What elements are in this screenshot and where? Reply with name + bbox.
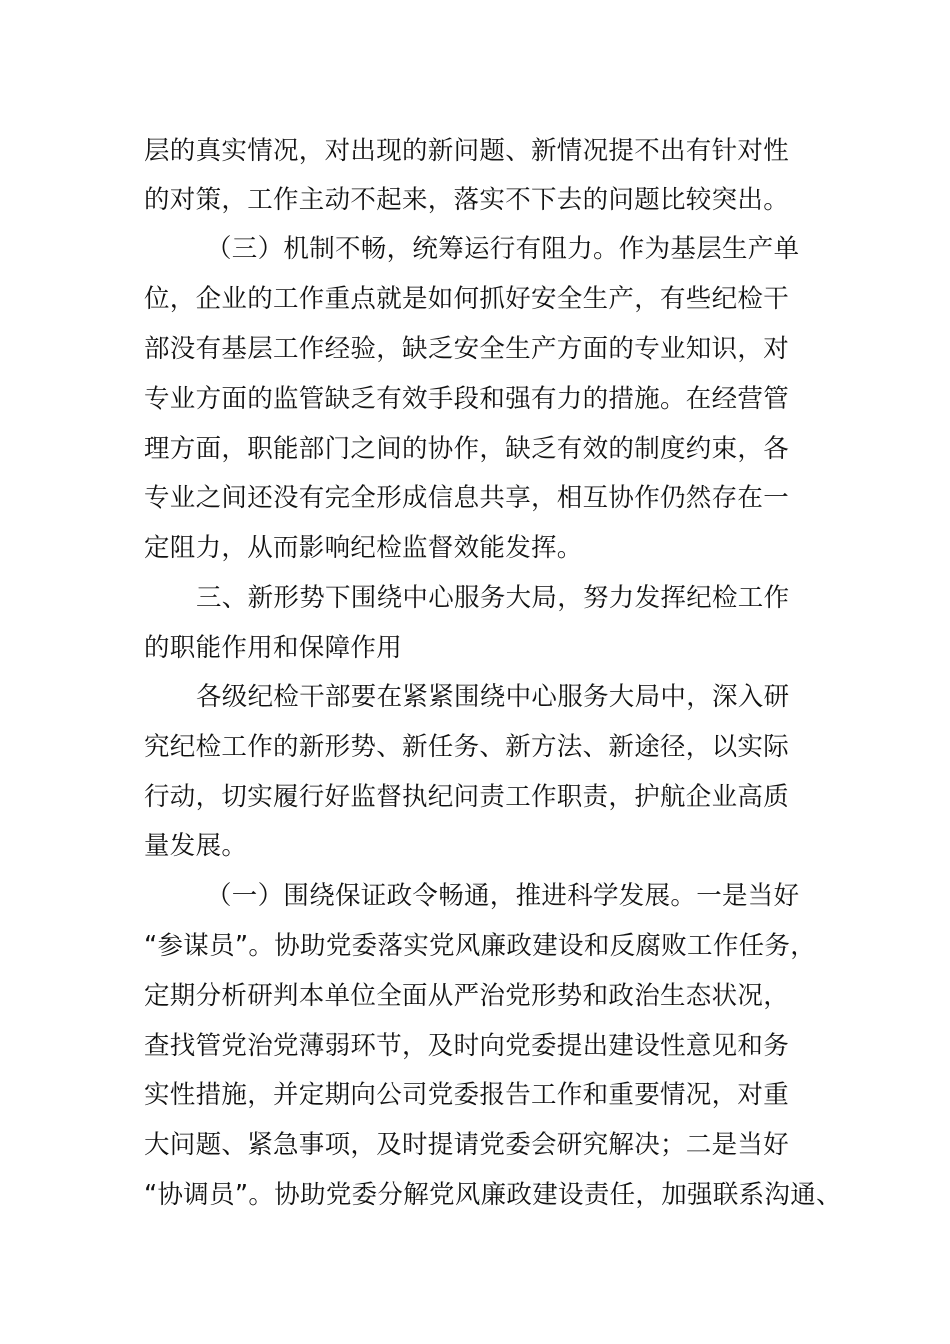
section-heading-1: （一）围绕保证政令畅通，推进科学发展。一是当好 — [206, 881, 800, 911]
chapter-heading-continued: 的职能作用和保障作用 — [144, 633, 403, 663]
body-text-line: 定阻力，从而影响纪检监督效能发挥。 — [144, 533, 583, 563]
body-text-line: 部没有基层工作经验，缺乏安全生产方面的专业知识，对 — [144, 334, 790, 364]
body-text-line: “协调员”。协助党委分解党风廉政建设责任，加强联系沟通、 — [144, 1180, 842, 1210]
body-text-line: 专业之间还没有完全形成信息共享，相互协作仍然存在一 — [144, 483, 790, 513]
body-text-line: 量发展。 — [144, 831, 248, 861]
body-text-line: 定期分析研判本单位全面从严治党形势和政治生态状况， — [144, 981, 790, 1011]
section-heading-3: （三）机制不畅，统筹运行有阻力。作为基层生产单 — [206, 234, 800, 264]
body-text-line: 专业方面的监管缺乏有效手段和强有力的措施。在经营管 — [144, 384, 790, 414]
body-text-line: 究纪检工作的新形势、新任务、新方法、新途径，以实际 — [144, 732, 790, 762]
body-text-line: “参谋员”。协助党委落实党风廉政建设和反腐败工作任务， — [144, 931, 817, 961]
body-text-line: 实性措施，并定期向公司党委报告工作和重要情况，对重 — [144, 1080, 790, 1110]
body-text-line: 查找管党治党薄弱环节，及时向党委提出建设性意见和务 — [144, 1031, 790, 1061]
body-text-line: 的对策，工作主动不起来，落实不下去的问题比较突出。 — [144, 185, 790, 215]
body-text-line: 理方面，职能部门之间的协作，缺乏有效的制度约束，各 — [144, 434, 790, 464]
body-text-line: 大问题、紧急事项，及时提请党委会研究解决；二是当好 — [144, 1130, 790, 1160]
body-text-line: 行动，切实履行好监督执纪问责工作职责，护航企业高质 — [144, 782, 790, 812]
chapter-heading: 三、新形势下围绕中心服务大局，努力发挥纪检工作 — [196, 583, 790, 613]
body-text-line: 位，企业的工作重点就是如何抓好安全生产，有些纪检干 — [144, 284, 790, 314]
body-text-line: 各级纪检干部要在紧紧围绕中心服务大局中，深入研 — [196, 682, 790, 712]
body-text-line: 层的真实情况，对出现的新问题、新情况提不出有针对性 — [144, 136, 790, 166]
